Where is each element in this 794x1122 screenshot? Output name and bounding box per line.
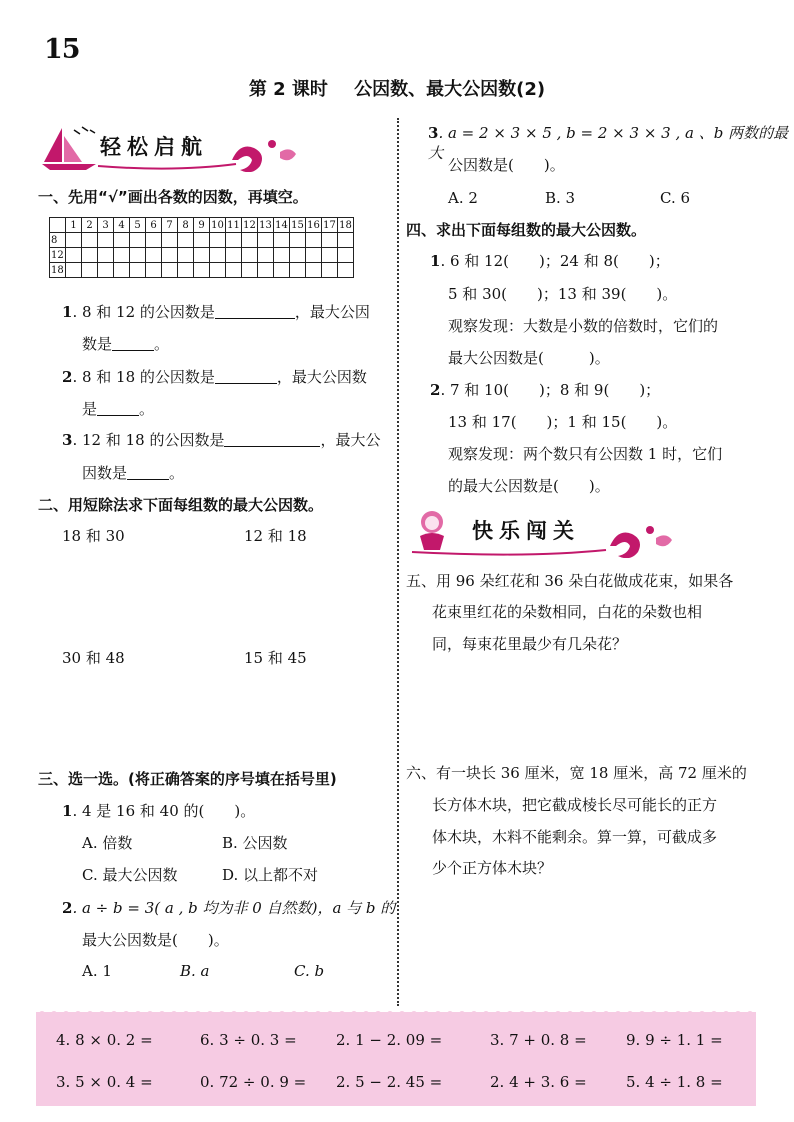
banner-easy-start-text: 轻松启航 [100,135,208,159]
grid-header-cell: 16 [307,219,320,231]
grid-check-cell[interactable] [274,233,290,248]
choice-question-3-cont: 公因数是( )。 [448,156,565,174]
calc-6: 3. 5 × 0. 4 = [56,1073,153,1091]
grid-check-cell[interactable] [226,263,242,278]
option-1c[interactable]: C. 最大公因数 [82,866,178,884]
problem-5-line-3: 同，每束花里最少有几朵花？ [432,635,628,653]
choice-question-2: 2. a ÷ b = 3( a , b 均为非 0 自然数)，a 与 b 的 [62,899,396,917]
gcf-group-1-observation-cont: 最大公因数是( )。 [448,349,610,367]
grid-row-label: 18 [51,264,64,276]
option-3b[interactable]: B. 3 [545,189,576,207]
calc-1: 4. 8 × 0. 2 = [56,1031,153,1049]
grid-check-cell[interactable] [178,233,194,248]
grid-check-cell[interactable] [290,263,306,278]
choice-question-2-cont: 最大公因数是( )。 [82,931,229,949]
problem-6-line-1: 六、有一块长 36 厘米，宽 18 厘米，高 72 厘米的 [406,764,747,782]
grid-check-cell[interactable] [130,233,146,248]
grid-check-cell[interactable] [162,233,178,248]
problem-5-line-2: 花束里红花的朵数相同，白花的朵数也相 [432,603,703,621]
answer-blank[interactable] [215,303,295,319]
banner-easy-start [36,122,296,170]
grid-header-cell: 5 [130,218,146,233]
calc-3: 2. 1 − 2. 09 = [336,1031,443,1049]
grid-check-cell[interactable] [178,248,194,263]
grid-check-cell[interactable] [146,233,162,248]
grid-check-cell[interactable] [66,263,82,278]
pair-15-45: 15 和 45 [244,649,307,667]
grid-check-cell[interactable] [290,233,306,248]
option-1a[interactable]: A. 倍数 [82,834,133,852]
grid-check-cell[interactable] [242,233,258,248]
factor-grid-header-row [50,218,354,233]
scalloped-edge [36,1007,756,1017]
column-divider [397,118,399,1006]
gcf-group-1-line-1: 1. 6 和 12( )；24 和 8( )； [430,252,670,270]
grid-header-cell: 18 [339,219,352,231]
grid-check-cell[interactable] [258,248,274,263]
question-1-2: 2. 8 和 18 的公因数是 ，最大公因数 [62,368,367,386]
pair-18-30: 18 和 30 [62,527,125,545]
grid-header-cell: 8 [178,218,194,233]
grid-check-cell[interactable] [66,248,82,263]
grid-header-cell: 3 [98,218,114,233]
choice-question-1: 1. 4 是 16 和 40 的( )。 [62,802,256,820]
grid-header-cell: 12 [243,219,256,231]
calc-4: 3. 7 + 0. 8 = [490,1031,587,1049]
grid-check-cell[interactable] [130,263,146,278]
grid-header-cell: 13 [259,219,272,231]
grid-corner-cell [50,218,66,233]
calc-5: 9. 9 ÷ 1. 1 = [626,1031,723,1049]
grid-check-cell[interactable] [258,233,274,248]
section-4-heading: 四、求出下面每组数的最大公因数。 [406,221,647,239]
question-1-2-cont: 是 。 [82,400,155,418]
oral-calculation-box [36,1012,756,1106]
calc-2: 6. 3 ÷ 0. 3 = [200,1031,297,1049]
grid-check-cell[interactable] [338,263,354,278]
grid-check-cell[interactable] [98,248,114,263]
answer-blank[interactable] [97,400,139,416]
problem-5-line-1: 五、用 96 朵红花和 36 朵白花做成花束，如果各 [406,572,734,590]
grid-header-cell: 14 [275,219,288,231]
grid-check-cell[interactable] [274,263,290,278]
grid-check-cell[interactable] [194,233,210,248]
grid-check-cell[interactable] [114,263,130,278]
grid-header-cell: 1 [66,218,82,233]
question-1-3-cont: 因数是 。 [82,464,185,482]
grid-check-cell[interactable] [242,248,258,263]
grid-header-cell: 4 [114,218,130,233]
problem-6-line-2: 长方体木块，把它截成棱长尽可能长的正方 [432,796,718,814]
grid-header-cell: 7 [162,218,178,233]
grid-check-cell[interactable] [306,248,322,263]
calc-9: 2. 4 + 3. 6 = [490,1073,587,1091]
grid-check-cell[interactable] [274,248,290,263]
choice-question-3: 3. a = 2 × 3 × 5 , b = 2 × 3 × 3 , a 、b 两数的最大 [428,124,789,162]
problem-6-line-3: 体木块，木料不能剩余。算一算，可截成多 [432,828,718,846]
option-2b[interactable]: B. a [180,962,210,980]
gcf-group-2-observation-cont: 的最大公因数是( )。 [448,477,610,495]
option-2c[interactable]: C. b [294,962,325,980]
grid-check-cell[interactable] [210,248,226,263]
gcf-group-1-observation: 观察发现：大数是小数的倍数时，它们的 [448,317,719,335]
option-2a[interactable]: A. 1 [82,962,112,980]
problem-6-line-4: 少个正方体木块？ [432,859,553,877]
question-1-3: 3. 12 和 18 的公因数是 ，最大公 [62,431,381,449]
lesson-topic: 公因数、最大公因数(2) [354,79,546,100]
grid-check-cell[interactable] [210,263,226,278]
option-3c[interactable]: C. 6 [660,189,691,207]
grid-check-cell[interactable] [98,263,114,278]
grid-check-cell[interactable] [322,263,338,278]
grid-header-cell: 9 [194,218,210,233]
option-1d[interactable]: D. 以上都不对 [222,866,319,884]
grid-row-label: 8 [50,233,66,248]
answer-blank[interactable] [127,464,169,480]
grid-header-cell: 15 [291,219,304,231]
grid-check-cell[interactable] [338,233,354,248]
grid-check-cell[interactable] [338,248,354,263]
grid-check-cell[interactable] [306,263,322,278]
answer-blank[interactable] [215,368,277,384]
grid-check-cell[interactable] [162,248,178,263]
option-1b[interactable]: B. 公因数 [222,834,288,852]
factor-grid [49,217,354,278]
grid-check-cell[interactable] [178,263,194,278]
grid-check-cell[interactable] [226,248,242,263]
section-2-heading: 二、用短除法求下面每组数的最大公因数。 [38,496,324,514]
grid-check-cell[interactable] [146,263,162,278]
grid-check-cell[interactable] [162,263,178,278]
answer-blank[interactable] [112,335,154,351]
grid-check-cell[interactable] [242,263,258,278]
grid-check-cell[interactable] [322,233,338,248]
page-number: 15 [44,34,80,65]
grid-check-cell[interactable] [66,233,82,248]
banner-happy-challenge-text: 快乐闯关 [472,519,580,543]
grid-check-cell[interactable] [258,263,274,278]
grid-check-cell[interactable] [146,248,162,263]
section-3-heading: 三、选一选。(将正确答案的序号填在括号里) [38,770,337,788]
gcf-group-1-line-2: 5 和 30( )；13 和 39( )。 [448,285,678,303]
calc-8: 2. 5 − 2. 45 = [336,1073,443,1091]
grid-check-cell[interactable] [82,248,98,263]
grid-check-cell[interactable] [322,248,338,263]
gcf-group-2-line-1: 2. 7 和 10( )；8 和 9( )； [430,381,661,399]
grid-header-cell: 17 [323,219,336,231]
grid-header-cell: 6 [146,218,162,233]
grid-check-cell[interactable] [306,233,322,248]
grid-check-cell[interactable] [194,263,210,278]
grid-check-cell[interactable] [210,233,226,248]
question-1-1-cont: 数是 。 [82,335,170,353]
grid-check-cell[interactable] [98,233,114,248]
pair-30-48: 30 和 48 [62,649,125,667]
grid-check-cell[interactable] [82,233,98,248]
factor-grid-row [50,248,354,263]
pair-12-18: 12 和 18 [244,527,307,545]
question-1-1: 1. 8 和 12 的公因数是 ，最大公因 [62,303,370,321]
calc-7: 0. 72 ÷ 0. 9 = [200,1073,307,1091]
lesson-label: 第 2 课时 [248,79,328,100]
option-3a[interactable]: A. 2 [448,189,478,207]
grid-check-cell[interactable] [290,248,306,263]
factor-grid-row [50,263,354,278]
grid-check-cell[interactable] [114,248,130,263]
calc-10: 5. 4 ÷ 1. 8 = [626,1073,723,1091]
section-1-heading: 一、先用“√”画出各数的因数，再填空。 [38,188,308,206]
page-title [0,75,794,101]
grid-header-cell: 11 [227,219,240,231]
grid-check-cell[interactable] [82,263,98,278]
grid-check-cell[interactable] [130,248,146,263]
gcf-group-2-line-2: 13 和 17( )；1 和 15( )。 [448,413,678,431]
factor-grid-row [50,233,354,248]
gcf-group-2-observation: 观察发现：两个数只有公因数 1 时，它们 [448,445,723,463]
banner-happy-challenge [406,506,666,554]
grid-check-cell[interactable] [226,233,242,248]
grid-header-cell: 2 [82,218,98,233]
answer-blank[interactable] [224,431,320,447]
grid-row-label: 12 [51,249,64,261]
grid-check-cell[interactable] [194,248,210,263]
grid-check-cell[interactable] [114,233,130,248]
grid-header-cell: 10 [211,219,224,231]
